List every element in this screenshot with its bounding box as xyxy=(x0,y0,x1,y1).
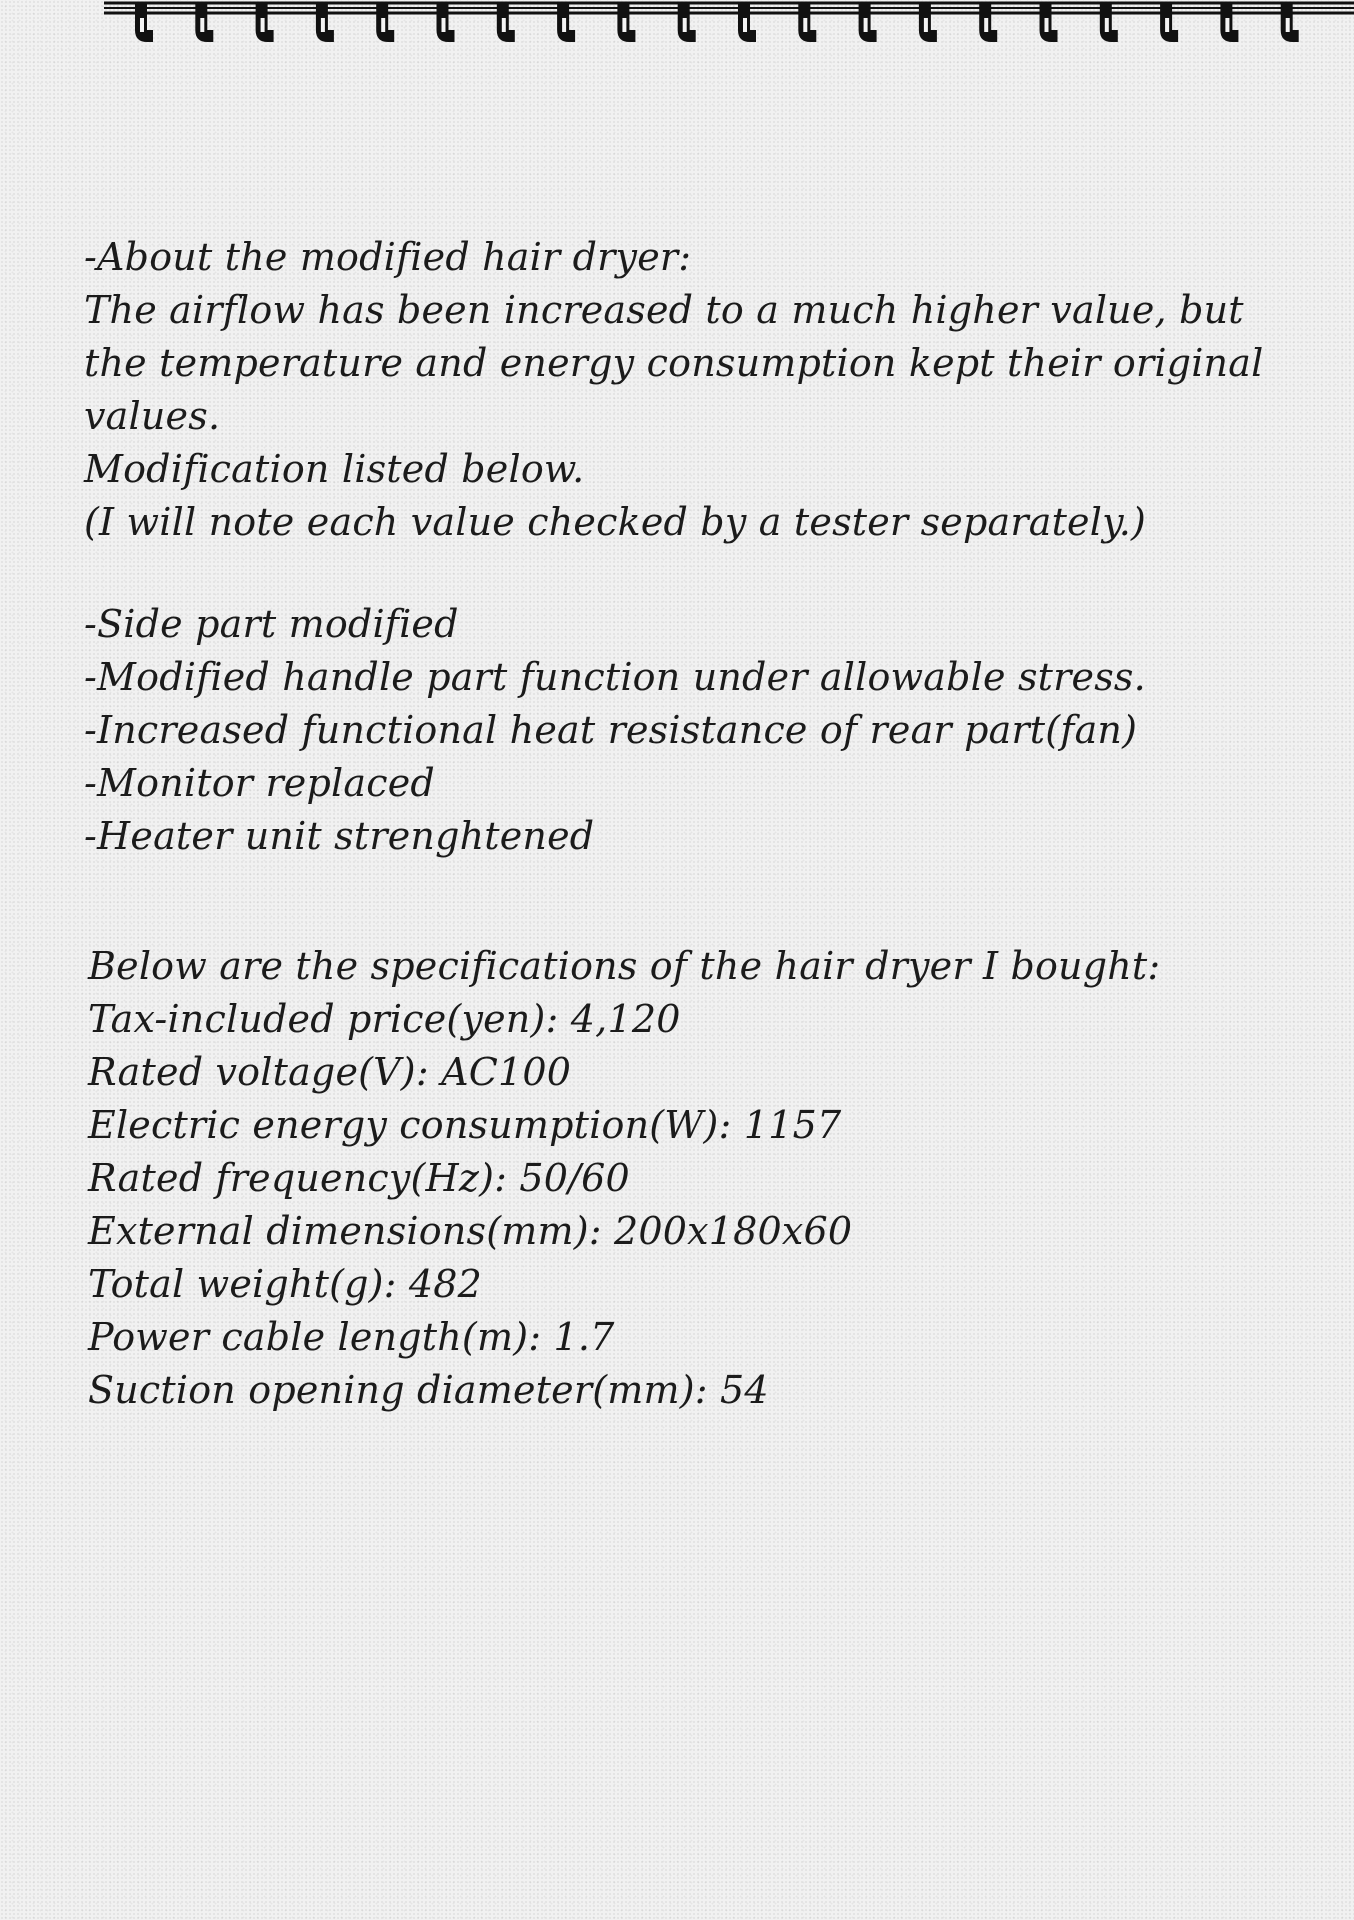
intro-line: The airflow has been increased to a much higher value, but xyxy=(84,288,1244,332)
binding-ring-highlight xyxy=(442,18,446,32)
binding-ring-highlight xyxy=(622,18,626,32)
modification-item: -Heater unit strenghtened xyxy=(84,814,595,858)
binding-ring-highlight xyxy=(1225,18,1229,32)
binding-ring-highlight xyxy=(200,18,204,32)
spec-item: Rated voltage(V): AC100 xyxy=(88,1050,572,1094)
intro-line: values. xyxy=(84,394,221,438)
binding-ring-highlight xyxy=(321,18,325,32)
binding-ring-highlight xyxy=(562,18,566,32)
modification-item: -Modified handle part function under allowable stress. xyxy=(84,655,1146,699)
binding-ring-highlight xyxy=(1165,18,1169,32)
spec-item: Rated frequency(Hz): 50/60 xyxy=(88,1156,630,1200)
binding-ring-highlight xyxy=(381,18,385,32)
modification-item: -Increased functional heat resistance of rear part(fan) xyxy=(84,708,1138,752)
modification-item: -Monitor replaced xyxy=(84,761,435,805)
binding-ring-highlight xyxy=(864,18,868,32)
spec-item: Power cable length(m): 1.7 xyxy=(88,1315,615,1359)
binding-ring-highlight xyxy=(683,18,687,32)
intro-heading: -About the modified hair dryer: xyxy=(84,235,692,279)
modifications-list xyxy=(84,598,1146,863)
intro-line: (I will note each value checked by a tester separately.) xyxy=(84,500,1147,544)
binding-ring-highlight xyxy=(261,18,265,32)
binding-ring-highlight xyxy=(1045,18,1049,32)
binding-ring-highlight xyxy=(1105,18,1109,32)
binding-ring-highlight xyxy=(984,18,988,32)
intro-line: Modification listed below. xyxy=(84,447,585,491)
binding-ring-highlight xyxy=(924,18,928,32)
intro-section xyxy=(84,231,1263,549)
specifications-section xyxy=(88,940,1160,1417)
binding-ring-highlight xyxy=(803,18,807,32)
spec-item: External dimensions(mm): 200x180x60 xyxy=(88,1209,853,1253)
intro-line: the temperature and energy consumption kept their original xyxy=(84,341,1264,385)
binding-ring-highlight xyxy=(140,18,144,32)
spec-item: Total weight(g): 482 xyxy=(88,1262,483,1306)
specs-heading: Below are the specifications of the hair dryer I bought: xyxy=(88,944,1161,988)
binding-ring-highlight xyxy=(743,18,747,32)
binding-ring-highlight xyxy=(1286,18,1290,32)
spec-item: Suction opening diameter(mm): 54 xyxy=(88,1368,769,1412)
spiral-binding xyxy=(0,0,1354,60)
binding-ring-highlight xyxy=(502,18,506,32)
spec-item: Electric energy consumption(W): 1157 xyxy=(88,1103,842,1147)
modification-item: -Side part modified xyxy=(84,602,459,646)
spec-item: Tax-included price(yen): 4,120 xyxy=(88,997,681,1041)
